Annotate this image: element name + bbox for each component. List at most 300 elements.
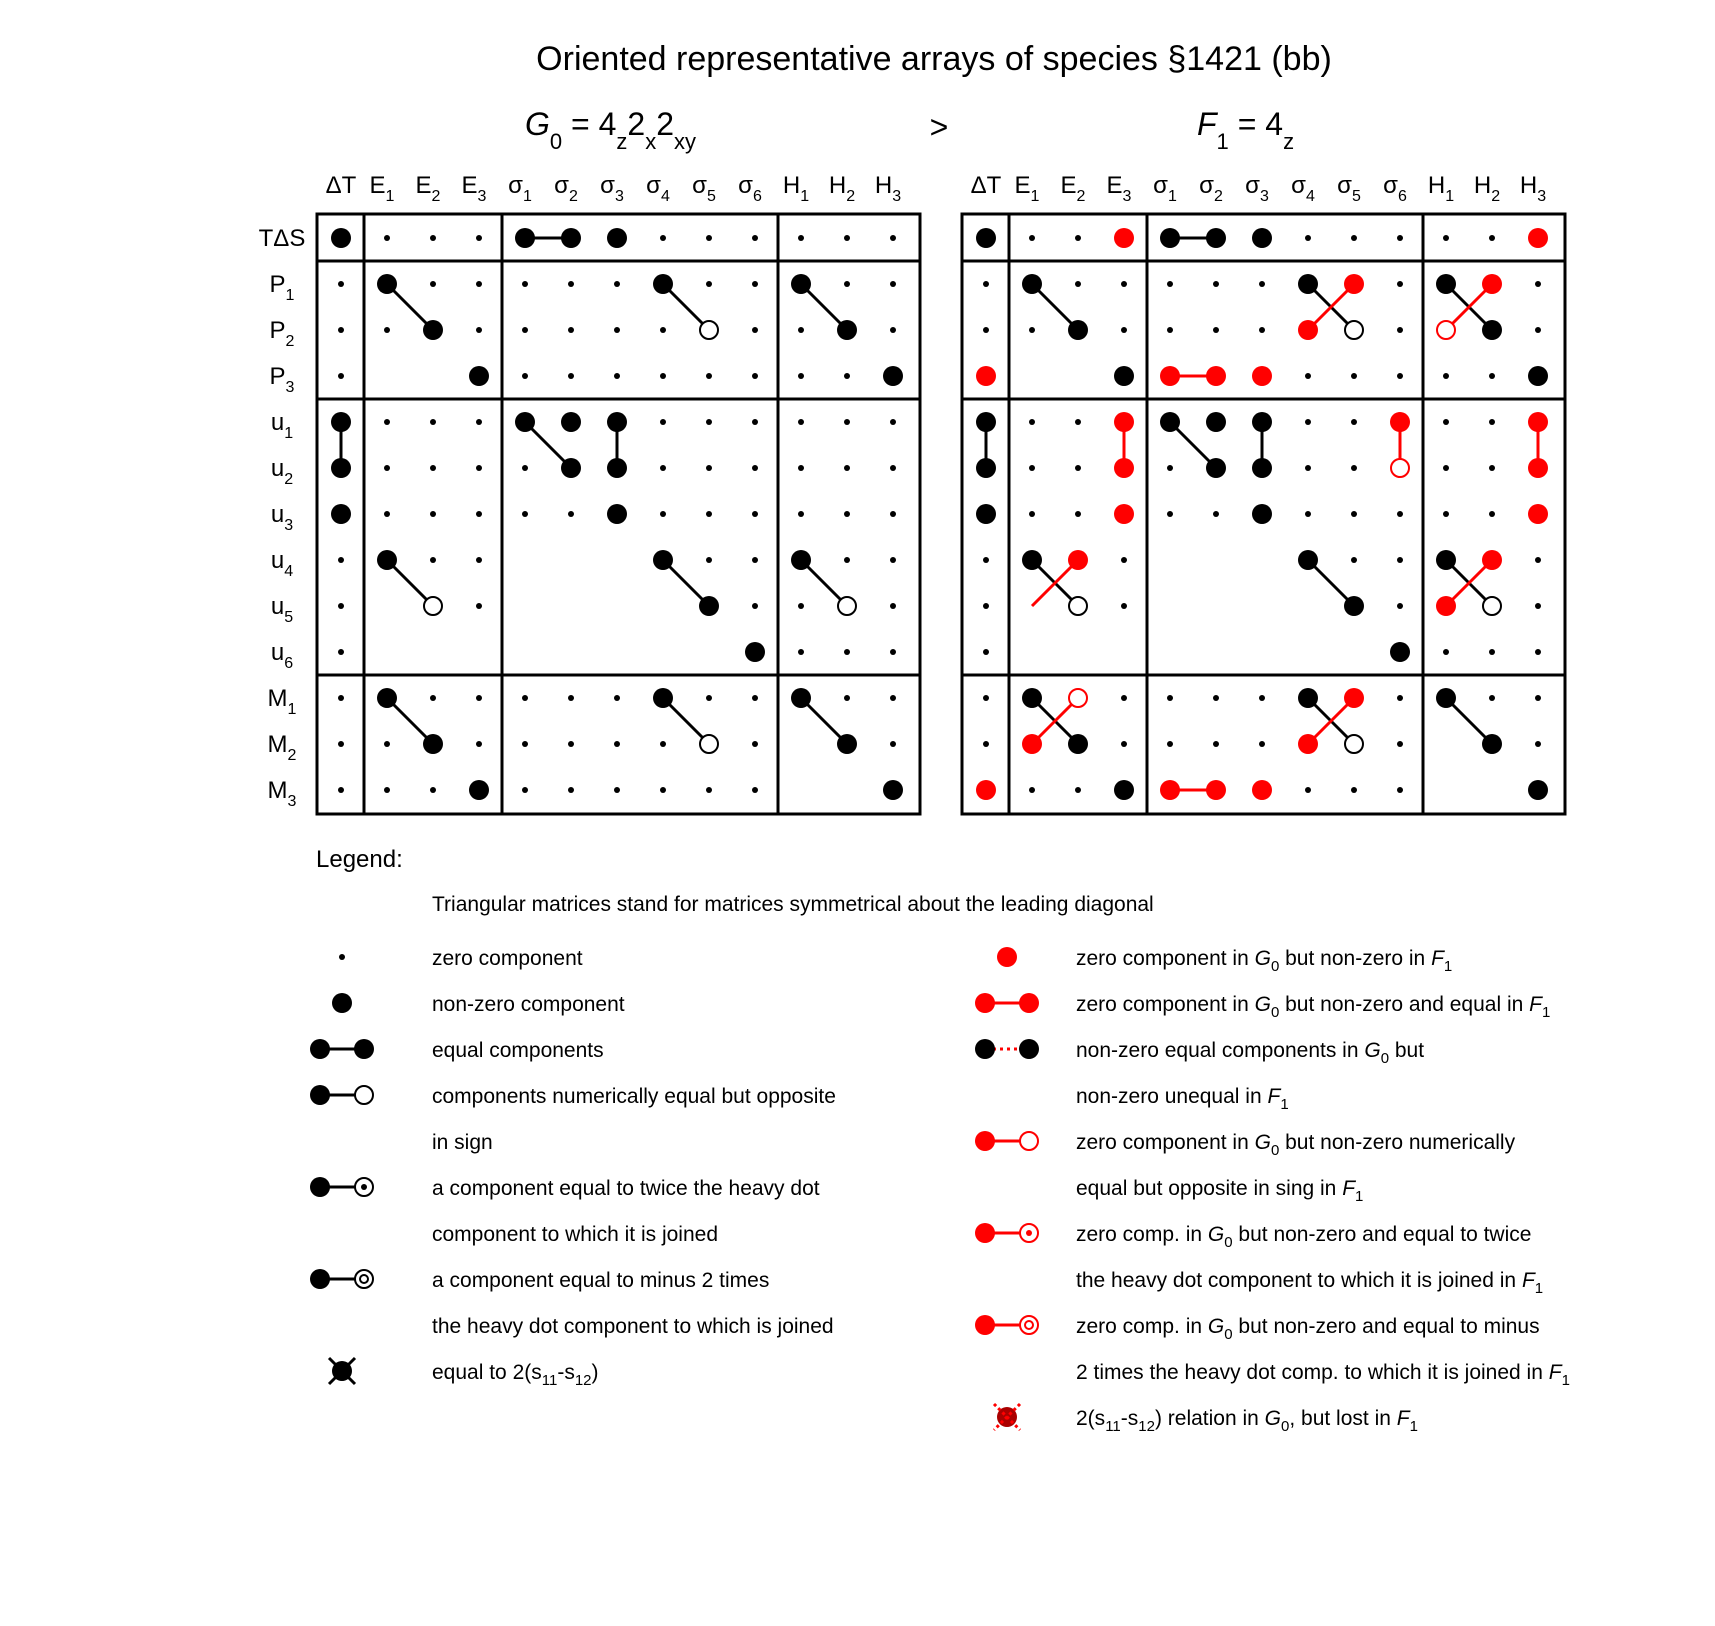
legend-right-text (1076, 1361, 1570, 1389)
f1-col-header-sub: 1 (1445, 188, 1455, 205)
legend-heavy-dot (975, 1315, 995, 1335)
legend-text-part: -s (557, 1361, 575, 1384)
g0-zero-dot (568, 695, 574, 701)
f1-zero-dot (1075, 465, 1081, 471)
g0-zero-dot (890, 741, 896, 747)
f1-zero-dot (1535, 603, 1541, 609)
f1-zero-dot (983, 741, 989, 747)
f1-zero-dot (983, 603, 989, 609)
legend-text-part: zero comp. in (1076, 1223, 1208, 1246)
f1-red-dot (976, 366, 996, 386)
f1-col-header-sub: 4 (1305, 188, 1315, 205)
g0-zero-dot (890, 235, 896, 241)
f1-red-dot (1344, 274, 1364, 294)
f1-red-dot (1206, 366, 1226, 386)
f1-zero-dot (1029, 465, 1035, 471)
f1-hollow-dot (1069, 597, 1087, 615)
f1-zero-dot (1259, 741, 1265, 747)
g0-zero-dot (706, 695, 712, 701)
g0-zero-dot (430, 557, 436, 563)
g0-zero-dot (844, 649, 850, 655)
f1-heavy-dot (1206, 458, 1226, 478)
g0-heavy-dot (607, 228, 627, 248)
f1-col-header-main: E (1106, 172, 1123, 199)
f1-col-header-main: σ (1153, 172, 1168, 199)
row-label-sub: 3 (284, 517, 294, 534)
legend-text-part: the heavy dot component to which it is joined in (1076, 1269, 1522, 1292)
f1-col-header (1383, 172, 1407, 205)
row-label (271, 639, 293, 672)
g0-zero-dot (338, 603, 344, 609)
f1-zero-dot (1489, 373, 1495, 379)
f1-zero-dot (1167, 695, 1173, 701)
f1-zero-dot (1443, 649, 1449, 655)
f1-col-header-sub: 6 (1397, 188, 1407, 205)
legend-text-part: 0 (1380, 1050, 1390, 1067)
f1-red-dot (1528, 228, 1548, 248)
f1-heavy-dot (1298, 274, 1318, 294)
g0-zero-dot (798, 419, 804, 425)
legend-heavy-dot (332, 993, 352, 1013)
f1-red-hollow-dot (1069, 689, 1087, 707)
row-label-sub: 6 (284, 655, 294, 672)
f1-col-header (1428, 172, 1454, 205)
legend-heavy-dot (975, 1039, 995, 1059)
legend-text-part: F (1431, 947, 1444, 970)
g0-col-header-main: σ (646, 172, 661, 199)
g0-zero-dot (338, 281, 344, 287)
legend-right-text (1076, 1131, 1516, 1159)
g0-heavy-dot (791, 274, 811, 294)
g0-heavy-dot (653, 688, 673, 708)
f1-col-header-sub: 5 (1351, 188, 1361, 205)
f1-zero-dot (1121, 603, 1127, 609)
g0-zero-dot (476, 281, 482, 287)
row-label-main: M (267, 777, 288, 804)
legend-text-part: equal to 2(s (432, 1361, 542, 1384)
legend-text-part: 0 (1281, 1418, 1290, 1435)
f1-heavy-dot (1068, 734, 1088, 754)
legend-text-part: -s (1120, 1407, 1139, 1430)
g0-col-header (326, 172, 357, 199)
f1-zero-dot (1029, 787, 1035, 793)
g0-heavy-dot (653, 550, 673, 570)
g0-col-header-sub: 1 (385, 188, 395, 205)
legend-text-part: 1 (1443, 958, 1453, 975)
legend-text-part: F (1529, 993, 1542, 1016)
f1-heavy-dot (1528, 780, 1548, 800)
f1-col-header (1291, 172, 1315, 205)
f1-col-header (1245, 172, 1269, 205)
legend-text-part: F (1396, 1407, 1410, 1430)
left-group-z: z (616, 129, 628, 154)
f1-col-header (1337, 172, 1361, 205)
f1-zero-dot (1167, 741, 1173, 747)
f1-col-header-sub: 3 (1122, 188, 1132, 205)
g0-zero-dot (660, 787, 666, 793)
f1-col-header-sub: 2 (1213, 188, 1223, 205)
f1-heavy-dot (1114, 780, 1134, 800)
f1-col-header (971, 172, 1002, 199)
f1-zero-dot (983, 557, 989, 563)
f1-col-header (1474, 172, 1500, 205)
f1-red-dot (1252, 366, 1272, 386)
f1-zero-dot (1397, 327, 1403, 333)
g0-zero-dot (384, 235, 390, 241)
g0-col-header (462, 172, 487, 205)
g0-zero-dot (706, 419, 712, 425)
legend-text-part: but (1389, 1039, 1425, 1062)
g0-zero-dot (752, 465, 758, 471)
f1-red-dot (1528, 504, 1548, 524)
g0-col-header-main: σ (508, 172, 523, 199)
left-group-sub0: 0 (549, 129, 563, 154)
right-group-label (1197, 106, 1294, 154)
g0-zero-dot (798, 465, 804, 471)
g0-zero-dot (338, 787, 344, 793)
g0-heavy-dot (377, 274, 397, 294)
g0-zero-dot (890, 281, 896, 287)
f1-zero-dot (983, 327, 989, 333)
g0-heavy-dot (423, 320, 443, 340)
f1-zero-dot (1397, 557, 1403, 563)
g0-zero-dot (476, 511, 482, 517)
legend-heavy-dot (354, 1039, 374, 1059)
legend-right-text (1076, 1039, 1424, 1067)
f1-col-header-sub: 2 (1076, 188, 1086, 205)
f1-heavy-dot (1160, 412, 1180, 432)
row-label-sub: 1 (285, 287, 295, 304)
g0-zero-dot (476, 235, 482, 241)
right-group-sub1: 1 (1216, 129, 1229, 154)
f1-zero-dot (1535, 281, 1541, 287)
f1-col-header (1153, 172, 1177, 205)
g0-zero-dot (568, 741, 574, 747)
f1-col-header-main: E (1060, 172, 1077, 199)
f1-heavy-dot (1022, 550, 1042, 570)
g0-zero-dot (614, 373, 620, 379)
g0-zero-dot (522, 465, 528, 471)
g0-heavy-dot (515, 412, 535, 432)
g0-zero-dot (660, 741, 666, 747)
legend-text-part: zero component in (1076, 993, 1255, 1016)
f1-zero-dot (1029, 511, 1035, 517)
f1-col-header-main: ΔT (970, 172, 1002, 199)
legend-hollow-dot (355, 1086, 373, 1104)
g0-col-header-main: σ (738, 172, 753, 199)
legend-right-text (1076, 947, 1452, 975)
g0-zero-dot (338, 649, 344, 655)
g0-zero-dot (338, 741, 344, 747)
g0-heavy-dot (883, 366, 903, 386)
f1-red-hollow-dot (1437, 321, 1455, 339)
legend-heavy-dot (310, 1177, 330, 1197)
g0-zero-dot (844, 511, 850, 517)
f1-red-dot (1160, 780, 1180, 800)
legend-text-part: but non-zero and equal to minus (1232, 1315, 1540, 1338)
row-label (271, 409, 293, 442)
f1-zero-dot (1535, 695, 1541, 701)
f1-zero-dot (1397, 281, 1403, 287)
g0-zero-dot (706, 235, 712, 241)
g0-heavy-dot (791, 550, 811, 570)
g0-zero-dot (568, 373, 574, 379)
legend-text-part: ) relation in (1154, 1407, 1265, 1430)
f1-zero-dot (1167, 511, 1173, 517)
g0-zero-dot (798, 603, 804, 609)
legend-inner-circle (1025, 1321, 1033, 1329)
legend-heavy-dot (975, 1131, 995, 1151)
legend-right-text (1076, 1177, 1363, 1205)
g0-zero-dot (522, 511, 528, 517)
g0-col-header (600, 172, 624, 205)
g0-zero-dot (384, 787, 390, 793)
row-label-sub: 3 (287, 793, 297, 810)
g0-col-header-sub: 3 (892, 188, 902, 205)
f1-zero-dot (1535, 327, 1541, 333)
legend-left-text: a component equal to minus 2 times (432, 1269, 770, 1292)
f1-red-dot (1252, 780, 1272, 800)
g0-col-header-main: H (782, 172, 801, 199)
g0-zero-dot (844, 465, 850, 471)
g0-heavy-dot (515, 228, 535, 248)
legend-left-text: component to which it is joined (432, 1223, 718, 1246)
row-label-main: M (267, 731, 288, 758)
right-group-z: z (1283, 129, 1295, 154)
legend-right-text (1076, 1085, 1289, 1113)
f1-col-header (1199, 172, 1223, 205)
legend-right-text (1076, 1269, 1543, 1297)
g0-zero-dot (522, 281, 528, 287)
f1-heavy-dot (1528, 366, 1548, 386)
g0-heavy-dot (331, 458, 351, 478)
f1-zero-dot (1397, 787, 1403, 793)
g0-col-header (783, 172, 809, 205)
f1-red-dot (1298, 320, 1318, 340)
f1-zero-dot (1351, 373, 1357, 379)
f1-zero-dot (1213, 511, 1219, 517)
legend-heavy-dot (1019, 993, 1039, 1013)
g0-col-header-main: σ (554, 172, 569, 199)
g0-zero-dot (752, 373, 758, 379)
row-label (268, 731, 297, 764)
legend-text-part: 12 (574, 1372, 592, 1389)
f1-heavy-dot (1206, 412, 1226, 432)
g0-zero-dot (752, 695, 758, 701)
g0-zero-dot (706, 557, 712, 563)
f1-heavy-dot (1252, 504, 1272, 524)
legend-text-part: 0 (1270, 1142, 1280, 1159)
row-label-sub: 3 (285, 379, 295, 396)
f1-zero-dot (1443, 419, 1449, 425)
f1-heavy-dot (1436, 688, 1456, 708)
g0-col-header-main: ΔT (325, 172, 357, 199)
legend-text-part: zero comp. in (1076, 1315, 1208, 1338)
g0-col-header-sub: 2 (568, 188, 578, 205)
g0-zero-dot (430, 787, 436, 793)
f1-zero-dot (1305, 787, 1311, 793)
legend-text-part: 0 (1224, 1234, 1233, 1251)
g0-zero-dot (706, 511, 712, 517)
g0-col-header (829, 172, 855, 205)
f1-zero-dot (1213, 281, 1219, 287)
g0-heavy-dot (837, 734, 857, 754)
legend-text-part: F (1548, 1361, 1562, 1384)
f1-zero-dot (1305, 373, 1311, 379)
f1-zero-dot (983, 281, 989, 287)
g0-col-header-sub: 5 (706, 188, 716, 205)
f1-red-dot (1436, 596, 1456, 616)
f1-heavy-dot (1436, 550, 1456, 570)
f1-zero-dot (1489, 649, 1495, 655)
f1-zero-dot (1351, 557, 1357, 563)
g0-zero-dot (384, 419, 390, 425)
diagram-title: Oriented representative arrays of species §1421 (bb) (536, 40, 1332, 78)
f1-zero-dot (1121, 557, 1127, 563)
f1-hollow-dot (1345, 321, 1363, 339)
g0-zero-dot (476, 465, 482, 471)
f1-zero-dot (1213, 327, 1219, 333)
f1-zero-dot (1443, 235, 1449, 241)
g0-col-header-sub: 2 (846, 188, 856, 205)
f1-zero-dot (1397, 695, 1403, 701)
legend-text-part: 1 (1355, 1188, 1364, 1205)
g0-zero-dot (844, 235, 850, 241)
row-label-main: P (269, 317, 286, 344)
g0-zero-dot (476, 419, 482, 425)
legend-zero-dot (339, 954, 345, 960)
f1-zero-dot (983, 649, 989, 655)
g0-zero-dot (752, 281, 758, 287)
g0-col-header-sub: 3 (477, 188, 487, 205)
f1-zero-dot (1535, 557, 1541, 563)
f1-red-hollow-dot (1391, 459, 1409, 477)
legend-text-part: 1 (1561, 1372, 1570, 1389)
legend-heavy-dot (310, 1039, 330, 1059)
g0-zero-dot (384, 511, 390, 517)
legend-heavy-dot (310, 1269, 330, 1289)
legend-left-text: the heavy dot component to which is joined (432, 1315, 834, 1338)
f1-heavy-dot (1436, 274, 1456, 294)
g0-heavy-dot (561, 412, 581, 432)
g0-zero-dot (798, 235, 804, 241)
f1-red-dot (1068, 550, 1088, 570)
f1-heavy-dot (1344, 596, 1364, 616)
f1-zero-dot (1259, 695, 1265, 701)
g0-zero-dot (338, 327, 344, 333)
g0-col-header-main: σ (692, 172, 707, 199)
legend-left-text: non-zero component (432, 993, 625, 1016)
row-label-sub: 2 (284, 471, 294, 488)
g0-col-header-sub: 1 (522, 188, 532, 205)
g0-zero-dot (660, 327, 666, 333)
g0-zero-dot (660, 465, 666, 471)
f1-col-header (1061, 172, 1086, 205)
g0-zero-dot (890, 695, 896, 701)
legend-note: Triangular matrices stand for matrices symmetrical about the leading diagonal (432, 893, 1154, 916)
row-label (259, 225, 306, 252)
row-label-main: u (270, 455, 285, 482)
group-relation: > (929, 109, 949, 145)
row-labels (259, 225, 306, 810)
legend-text-part: 0 (1224, 1326, 1233, 1343)
f1-red-dot (1160, 366, 1180, 386)
f1-col-header-main: H (1473, 172, 1492, 199)
g0-col-header (370, 172, 395, 205)
g0-zero-dot (568, 511, 574, 517)
row-label-main: P (269, 271, 286, 298)
legend-text-part: F (1267, 1085, 1281, 1108)
f1-heavy-dot (976, 412, 996, 432)
g0-zero-dot (706, 373, 712, 379)
g0-col-header-sub: 1 (800, 188, 810, 205)
g0-zero-dot (752, 235, 758, 241)
f1-heavy-dot (1482, 320, 1502, 340)
f1-zero-dot (1259, 281, 1265, 287)
legend-right-text (1076, 1407, 1418, 1435)
g0-zero-dot (430, 281, 436, 287)
g0-zero-dot (890, 511, 896, 517)
g0-col-header (416, 172, 441, 205)
g0-heavy-dot (883, 780, 903, 800)
right-group-eq: = 4 (1228, 106, 1284, 142)
row-label-main: TΔS (258, 225, 306, 252)
g0-zero-dot (430, 419, 436, 425)
f1-red-dot (1114, 504, 1134, 524)
g0-zero-dot (614, 327, 620, 333)
f1-hollow-dot (1345, 735, 1363, 753)
f1-heavy-dot (1206, 228, 1226, 248)
g0-col-header-main: E (461, 172, 478, 199)
legend-text-part: but non-zero numerically (1279, 1131, 1516, 1154)
f1-zero-dot (1397, 603, 1403, 609)
g0-zero-dot (890, 649, 896, 655)
g0-zero-dot (614, 281, 620, 287)
row-label-sub: 5 (284, 609, 294, 626)
g0-zero-dot (706, 281, 712, 287)
g0-zero-dot (338, 695, 344, 701)
legend-text-part: F (1342, 1177, 1356, 1200)
g0-zero-dot (890, 557, 896, 563)
matrix-g0 (317, 172, 920, 814)
g0-zero-dot (706, 787, 712, 793)
legend-text-part: equal but opposite in sing in (1076, 1177, 1343, 1200)
f1-red-dot (1482, 274, 1502, 294)
f1-red-dot (976, 780, 996, 800)
f1-col-header-main: σ (1337, 172, 1352, 199)
row-label-main: u (270, 639, 285, 666)
legend-left-text: a component equal to twice the heavy dot (432, 1177, 820, 1200)
g0-zero-dot (338, 557, 344, 563)
g0-zero-dot (752, 741, 758, 747)
left-group-g: G (525, 106, 550, 142)
f1-heavy-dot (1482, 734, 1502, 754)
legend-left (310, 947, 836, 1389)
g0-zero-dot (890, 465, 896, 471)
row-label-main: M (267, 685, 288, 712)
f1-zero-dot (1121, 327, 1127, 333)
f1-zero-dot (1351, 419, 1357, 425)
legend-text-part: G (1264, 1407, 1282, 1430)
row-label-main: u (270, 409, 285, 436)
g0-col-header (646, 172, 670, 205)
legend-text-part: 11 (541, 1372, 558, 1389)
legend-text-part: G (1207, 1223, 1225, 1246)
g0-zero-dot (430, 511, 436, 517)
g0-zero-dot (384, 465, 390, 471)
f1-col-header-main: σ (1383, 172, 1398, 199)
g0-zero-dot (844, 557, 850, 563)
